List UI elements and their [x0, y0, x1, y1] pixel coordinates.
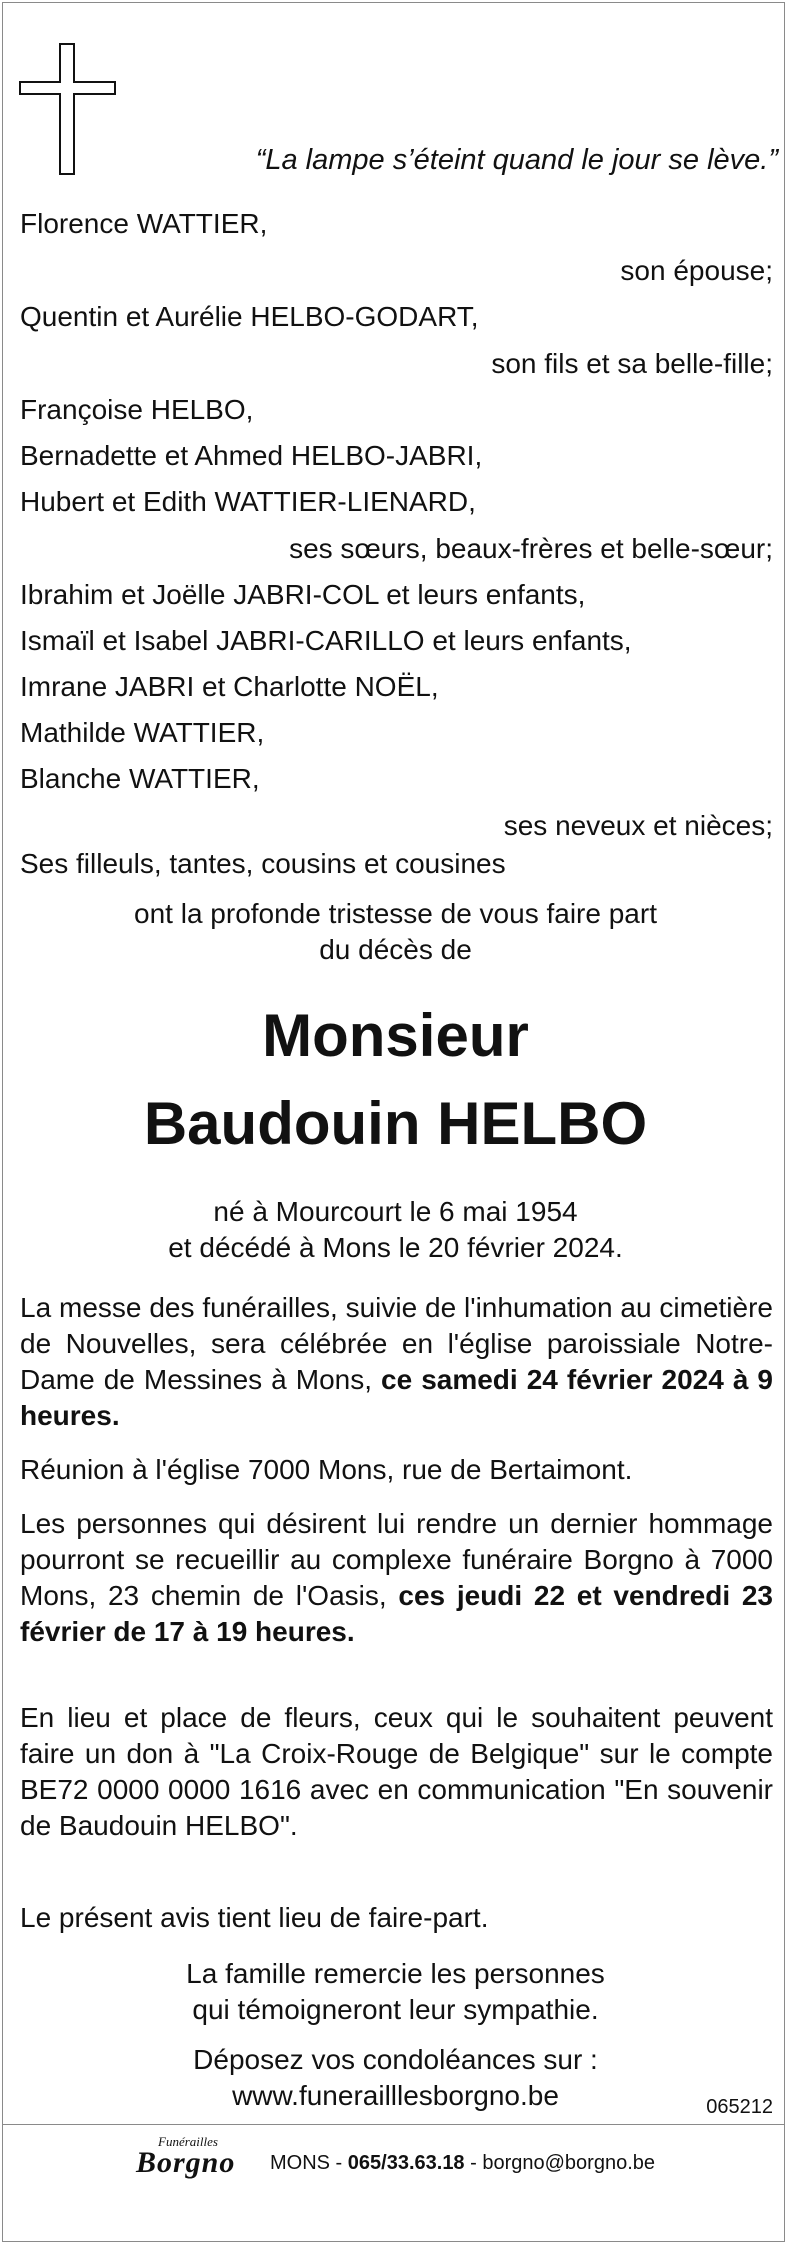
family-relation: ses sœurs, beaux-frères et belle-sœur;	[289, 533, 773, 564]
family-line: Bernadette et Ahmed HELBO-JABRI,	[20, 440, 483, 471]
family-relation: son fils et sa belle-fille;	[491, 348, 773, 379]
visitation-date: ces jeudi 22 et vendredi 23 février de 17 à 19 heures.	[20, 1580, 773, 1647]
deceased-title: Monsieur	[262, 1002, 529, 1069]
epigraph-quote: “La lampe s’éteint quand le jour se lève.”	[255, 144, 778, 176]
borgno-logo	[130, 2134, 260, 2180]
announcement-line: du décès de	[319, 934, 472, 965]
family-line: Blanche WATTIER,	[20, 763, 260, 794]
visitation-paragraph	[20, 1506, 773, 1650]
family-line: Imrane JABRI et Charlotte NOËL,	[20, 671, 439, 702]
contact-line	[270, 2150, 655, 2176]
contact-email[interactable]: - borgno@borgno.be	[464, 2152, 655, 2174]
condolences-line: Déposez vos condoléances sur :	[193, 2044, 598, 2075]
condolences-link[interactable]: www.funerailllesborgno.be	[232, 2080, 559, 2111]
visitation-text: Les personnes qui désirent lui rendre un dernier hommage pourront se recueillir au complexe funéraire Borgno à 7000 Mons, 23 chemin de l'Oasis,	[20, 1508, 773, 1611]
funeral-paragraph	[20, 1290, 773, 1434]
notice-paragraph: Le présent avis tient lieu de faire-part.	[20, 1902, 489, 1933]
funeral-text: La messe des funérailles, suivie de l'inhumation au cimetière de Nouvelles, sera célébrée en l'église paroissiale Notre-Dame de Messines à Mons,	[20, 1292, 773, 1395]
family-line: Ismaïl et Isabel JABRI-CARILLO et leurs enfants,	[20, 625, 632, 656]
family-line: Ses filleuls, tantes, cousins et cousines	[20, 848, 506, 879]
donation-paragraph: En lieu et place de fleurs, ceux qui le souhaitent peuvent faire un don à "La Croix-Rouge de Belgique" sur le compte BE72 0000 0000 1616 avec en communication "En souvenir de Baudouin HELBO".	[20, 1702, 773, 1841]
logo-wordmark: Borgno	[136, 2146, 236, 2179]
funeral-date: ce samedi 24 février 2024 à 9 heures.	[20, 1364, 773, 1431]
deceased-name: Baudouin HELBO	[143, 1090, 648, 1157]
footer	[0, 2128, 791, 2238]
family-line: Quentin et Aurélie HELBO-GODART,	[20, 301, 479, 332]
birth-date: né à Mourcourt le 6 mai 1954	[213, 1196, 578, 1227]
family-line: Mathilde WATTIER,	[20, 717, 265, 748]
family-relation: ses neveux et nièces;	[503, 810, 773, 841]
family-line: Florence WATTIER,	[20, 208, 268, 239]
contact-phone[interactable]: 065/33.63.18	[347, 2152, 465, 2174]
thanks-line: qui témoigneront leur sympathie.	[192, 1994, 599, 2025]
thanks-line: La famille remercie les personnes	[186, 1958, 605, 1989]
death-date: et décédé à Mons le 20 février 2024.	[168, 1232, 623, 1263]
family-line: Hubert et Edith WATTIER-LIENARD,	[20, 486, 476, 517]
family-relation: son épouse;	[620, 255, 773, 286]
meeting-paragraph: Réunion à l'église 7000 Mons, rue de Bertaimont.	[20, 1454, 633, 1485]
footer-divider	[2, 2124, 785, 2125]
announcement-line: ont la profonde tristesse de vous faire part	[134, 898, 657, 929]
reference-number: 065212	[706, 2096, 773, 2118]
logo-subtitle: Funérailles	[158, 2134, 218, 2149]
family-line: Ibrahim et Joëlle JABRI-COL et leurs enfants,	[20, 579, 586, 610]
contact-city: MONS -	[270, 2152, 348, 2174]
family-line: Françoise HELBO,	[20, 394, 254, 425]
cross-icon	[18, 42, 118, 177]
